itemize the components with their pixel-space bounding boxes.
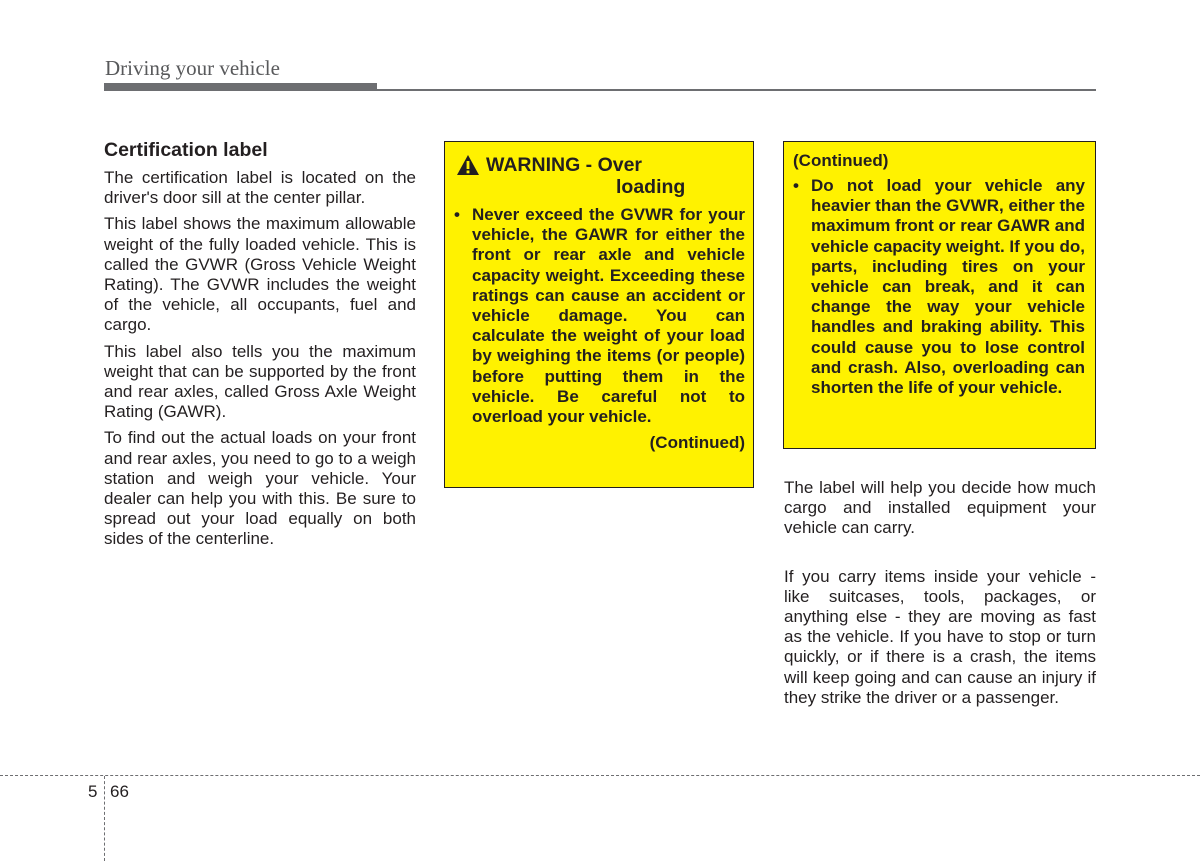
header-rule-thin (104, 89, 1096, 91)
continued-heading: (Continued) (793, 151, 889, 170)
body-paragraph: To find out the actual loads on your front and rear axles, you need to go to a weigh station and weigh your vehicle. Your dealer can help you with this. Be sure to spread out your load equally on both sides of the centerline. (104, 428, 416, 549)
warning-title-line2: loading (616, 176, 686, 198)
bullet-icon: • (793, 176, 799, 195)
body-paragraph: This label shows the maximum allowable weight of the fully loaded vehicle. This is called the GVWR (Gross Vehicle Weight Rating). The GVWR includes the weight of the vehicle, all occupants, fuel and cargo. (104, 214, 416, 335)
body-paragraph: This label also tells you the maximum weight that can be supported by the front and rear axles, called Gross Axle Weight Rating (GAWR). (104, 341, 416, 422)
body-paragraph: The label will help you decide how much cargo and installed equipment your vehicle can carry. (784, 478, 1096, 538)
chapter-number: 5 (88, 782, 98, 801)
continued-bullet-text: Do not load your vehicle any heavier than the GVWR, either the maximum front or rear GAWR and vehicle capacity weight. If you do, parts, including tires on your vehicle can break, and it can change the way your vehicle handles and braking ability. This could cause you to lose control and crash. Also, overloading can shorten the life of your vehicle. (811, 176, 1085, 398)
warning-box (444, 141, 754, 488)
bullet-icon: • (454, 205, 460, 224)
warning-title (454, 154, 745, 198)
page-number: 66 (110, 782, 129, 801)
warning-triangle-icon (456, 154, 480, 176)
footer-dashed-divider (104, 776, 105, 861)
warning-continued-box (783, 141, 1096, 449)
body-paragraph: The certification label is located on the driver's door sill at the center pillar. (104, 168, 416, 208)
page-header-title: Driving your vehicle (105, 56, 280, 80)
warning-bullet-item (454, 205, 745, 427)
continued-label: (Continued) (649, 433, 745, 453)
continued-bullet-item (793, 176, 1085, 398)
body-paragraph: If you carry items inside your vehicle - like suitcases, tools, packages, or anything else - they are moving as fast as the vehicle. If you have to stop or turn quickly, or if there is a crash, the items will keep going and can cause an injury if they strike the driver or a passenger. (784, 566, 1096, 707)
warning-bullet-text: Never exceed the GVWR for your vehicle, the GAWR for either the front or rear axle and vehicle capacity weight. Exceeding these ratings can cause an accident or vehicle damage. You can calculate the weight of your load by weighing the items (or people) before putting them in the vehicle. Be careful not to overload your vehicle. (472, 205, 745, 427)
footer-dashed-rule (0, 775, 1200, 776)
warning-title-line1: WARNING - Over (486, 154, 643, 176)
section-heading: Certification label (104, 139, 268, 161)
column-certification (104, 138, 416, 556)
column-label-info (784, 478, 1096, 714)
